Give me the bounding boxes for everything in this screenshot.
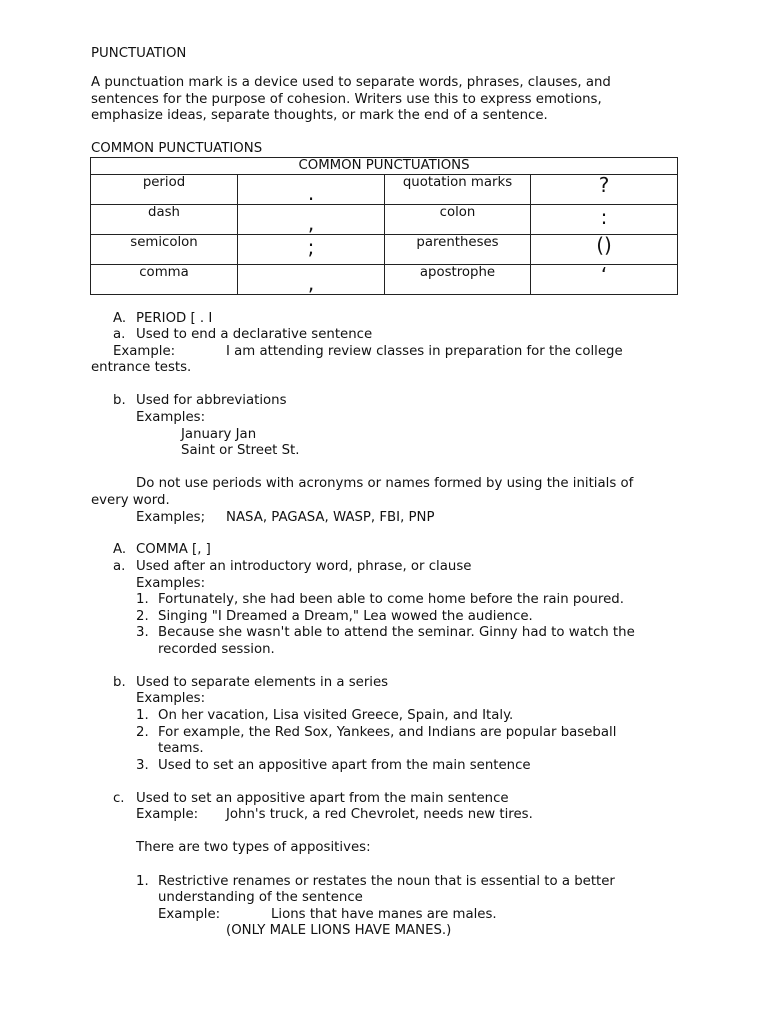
table-cell-symbol — [531, 205, 678, 235]
period-a-example-label: Example: — [113, 344, 176, 359]
period-note-examples: NASA, PAGASA, WASP, FBI, PNP — [226, 510, 435, 525]
symbol-glyph: ‘ — [600, 263, 608, 287]
comma-b-text: Used to separate elements in a series — [136, 675, 389, 690]
table-cell-symbol — [238, 265, 385, 295]
list-item-cont: recorded session. — [158, 642, 275, 657]
list-item-number: 2. — [136, 609, 149, 624]
list-item-number: 2. — [136, 725, 149, 740]
list-item: Because she wasn't able to attend the seminar. Ginny had to watch the — [158, 625, 635, 640]
symbol-glyph: . — [307, 181, 315, 205]
table-row — [91, 205, 678, 235]
list-item: On her vacation, Lisa visited Greece, Spain, and Italy. — [158, 708, 514, 723]
table-cell-name: dash — [91, 205, 238, 235]
table-cell-symbol — [238, 175, 385, 205]
comma-a-text: Used after an introductory word, phrase, or clause — [136, 559, 472, 574]
table-cell-symbol — [531, 175, 678, 205]
symbol-glyph: ? — [598, 173, 610, 197]
period-a-example-text: I am attending review classes in preparation for the college — [226, 344, 623, 359]
table-cell-name: quotation marks — [385, 175, 531, 205]
table-cell-symbol — [238, 235, 385, 265]
list-item-number: 1. — [136, 874, 149, 889]
list-item: For example, the Red Sox, Yankees, and Indians are popular baseball — [158, 725, 617, 740]
comma-c-marker: c. — [113, 791, 125, 806]
comma-a-examples-label: Examples: — [136, 576, 206, 591]
comma-c-example-text: John's truck, a red Chevrolet, needs new tires. — [226, 807, 533, 822]
table-title: COMMON PUNCTUATIONS — [91, 158, 678, 175]
list-item: Fortunately, she had been able to come home before the rain poured. — [158, 592, 624, 607]
comma-a-marker: a. — [113, 559, 126, 574]
punctuation-table — [90, 157, 678, 295]
list-item-cont: teams. — [158, 741, 204, 756]
table-cell-name: comma — [91, 265, 238, 295]
list-item-number: 1. — [136, 592, 149, 607]
period-b-example: Saint or Street St. — [181, 443, 300, 458]
period-note-examples-label: Examples; — [136, 510, 206, 525]
comma-b-examples-label: Examples: — [136, 691, 206, 706]
type1-example-text: Lions that have manes are males. — [271, 907, 497, 922]
symbol-glyph: ; — [307, 235, 315, 259]
table-cell-symbol — [238, 205, 385, 235]
period-b-example: January Jan — [181, 427, 257, 442]
comma-heading-marker: A. — [113, 542, 127, 557]
table-row — [91, 235, 678, 265]
table-cell-name: period — [91, 175, 238, 205]
list-item-cont: understanding of the sentence — [158, 890, 363, 905]
list-item-number: 3. — [136, 758, 149, 773]
comma-c-text: Used to set an appositive apart from the main sentence — [136, 791, 509, 806]
document-title: PUNCTUATION — [91, 46, 187, 61]
intro-line-1: A punctuation mark is a device used to separate words, phrases, clauses, and — [91, 75, 611, 90]
symbol-glyph: , — [307, 211, 315, 235]
comma-b-marker: b. — [113, 675, 126, 690]
period-note-line-1: Do not use periods with acronyms or names formed by using the initials of — [136, 476, 634, 491]
table-cell-name: colon — [385, 205, 531, 235]
symbol-glyph: , — [307, 271, 315, 295]
period-a-text: Used to end a declarative sentence — [136, 327, 373, 342]
table-cell-name: semicolon — [91, 235, 238, 265]
period-a-marker: a. — [113, 327, 126, 342]
period-note-line-2: every word. — [91, 493, 170, 508]
intro-line-3: emphasize ideas, separate thoughts, or mark the end of a sentence. — [91, 108, 548, 123]
comma-heading: COMMA [, ] — [136, 542, 211, 557]
list-item-number: 3. — [136, 625, 149, 640]
table-cell-symbol — [531, 265, 678, 295]
comma-c-example-label: Example: — [136, 807, 199, 822]
list-item-number: 1. — [136, 708, 149, 723]
period-heading-marker: A. — [113, 311, 127, 326]
period-heading: PERIOD [ . I — [136, 311, 213, 326]
list-item: Restrictive renames or restates the noun that is essential to a better — [158, 874, 615, 889]
intro-line-2: sentences for the purpose of cohesion. Writers use this to express emotions, — [91, 92, 602, 107]
period-b-marker: b. — [113, 393, 126, 408]
table-cell-symbol — [531, 235, 678, 265]
table-row — [91, 175, 678, 205]
symbol-glyph: () — [596, 233, 612, 257]
table-row — [91, 265, 678, 295]
list-item: Singing "I Dreamed a Dream," Lea wowed the audience. — [158, 609, 533, 624]
appositive-types-text: There are two types of appositives: — [136, 840, 371, 855]
list-item: Used to set an appositive apart from the main sentence — [158, 758, 531, 773]
period-b-text: Used for abbreviations — [136, 393, 287, 408]
table-caption: COMMON PUNCTUATIONS — [91, 141, 263, 156]
period-a-example-cont: entrance tests. — [91, 360, 192, 375]
type1-note: (ONLY MALE LIONS HAVE MANES.) — [226, 923, 452, 938]
period-b-examples-label: Examples: — [136, 410, 206, 425]
table-cell-name: apostrophe — [385, 265, 531, 295]
table-cell-name: parentheses — [385, 235, 531, 265]
symbol-glyph: : — [600, 205, 608, 229]
type1-example-label: Example: — [158, 907, 221, 922]
